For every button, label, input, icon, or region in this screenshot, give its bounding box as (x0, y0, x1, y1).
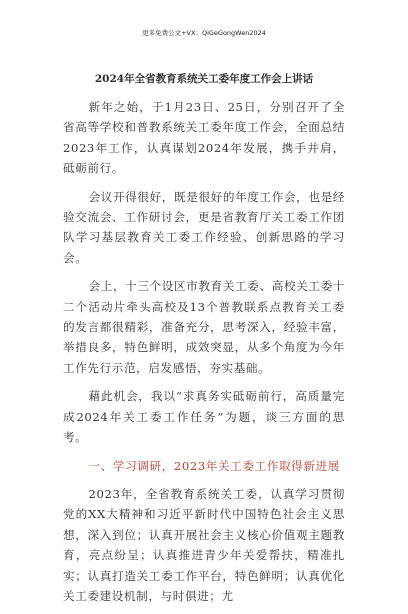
header-note: 更多免费公文+VX：QiGeGongWen2024 (142, 29, 266, 37)
paragraph: 会上，十三个设区市教育关工委、高校关工委十二个活动片牵头高校及13个普教联系点教育关工委的发言都很精彩，准备充分，思考深入，经验丰富，举措良多，特色鲜明，成效突显，从多个角度为今年工作先行示范，启发感悟，夯实基础。 (63, 279, 345, 375)
paragraph: 新年之始，于1月23日、25日，分别召开了全省高等学校和普教系统关工委年度工作会，全面总结2023年工作，认真谋划2024年发展，携手并肩，砥砺前行。 (63, 100, 345, 176)
paragraph: 会议开得很好，既是很好的年度工作会，也是经验交流会、工作研讨会，更是省教育厅关工委工作团队学习基层教育关工委工作经验、创新思路的学习会。 (63, 189, 345, 265)
paragraph: 藉此机会，我以“求真务实砥砺前行，高质量完成2024年关工委工作任务”为题，谈三方面的思考。 (63, 389, 345, 445)
section-heading: 一、学习调研，2023年关工委工作取得新进展 (88, 458, 340, 473)
document-title: 2024年全省教育系统关工委年度工作会上讲话 (94, 73, 314, 85)
document-body (63, 97, 345, 614)
paragraph: 2023年，全省教育系统关工委，认真学习贯彻党的XX大精神和习近平新时代中国特色社会主义思想，深入到位；认真开展社会主义核心价值观主题教育，亮点纷呈；认真推进青少年关爱帮扶，精准扎实；认真打造关工委工作平台，特色鲜明；认真优化关工委建设机制，与时俱进；尤 (63, 486, 345, 603)
